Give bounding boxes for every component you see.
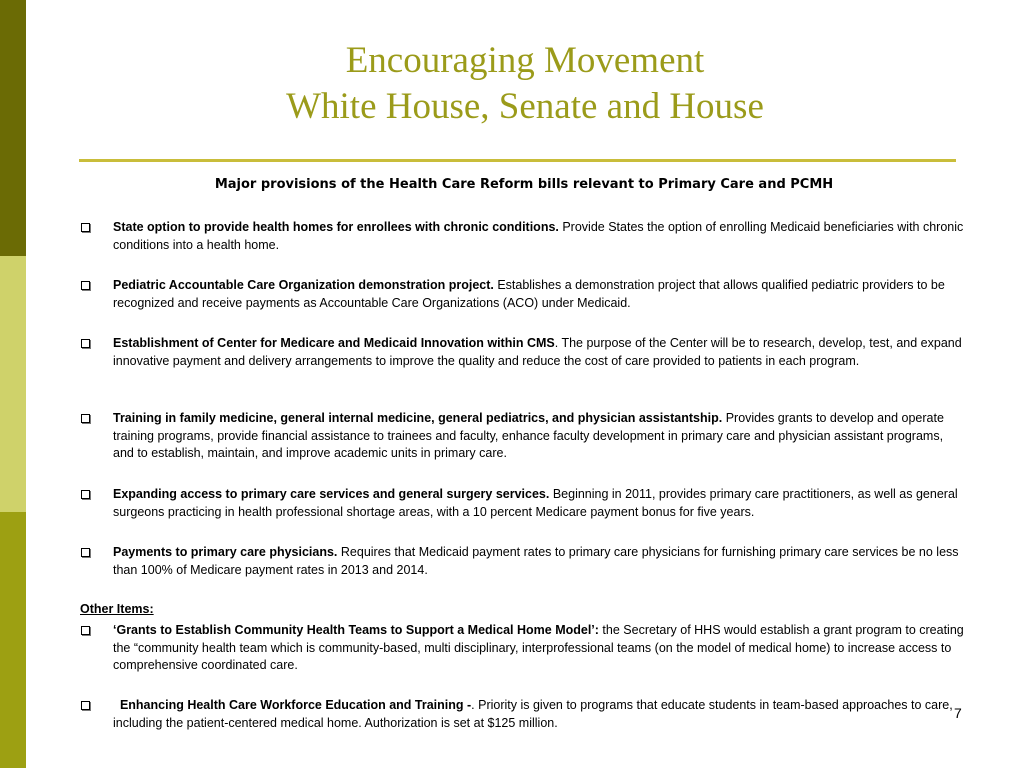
sidebar-decoration [0, 0, 26, 768]
sidebar-band-top [0, 0, 26, 256]
list-item [80, 544, 964, 579]
title-divider [79, 159, 956, 162]
square-bullet-icon [81, 281, 90, 290]
list-item-heading: Training in family medicine, general internal medicine, general pediatrics, and physician assistantship. [113, 411, 723, 425]
title-line-1: Encouraging Movement [345, 40, 705, 81]
list-item-heading: Enhancing Health Care Workforce Education and Training - [113, 698, 472, 712]
list-item [80, 410, 964, 463]
list-item-text [113, 697, 964, 732]
list-item-text [113, 410, 964, 463]
list-item [80, 486, 964, 521]
list-item-body: Beginning in 2011, provides primary care practitioners, as well as general surgeons practicing in health professional shortage areas, with a 10 percent Medicare payment bonus for five years. [113, 487, 958, 519]
list-item-body: the Secretary of HHS would establish a grant program to creating the “community health team which is community-based, multi disciplinary, interprofessional teams (on the model of medical home) to increase access to comprehensive coordinated care. [113, 623, 964, 672]
list-item-text [113, 335, 964, 370]
square-bullet-icon [81, 626, 90, 635]
list-item [80, 277, 964, 312]
list-item [80, 335, 964, 370]
list-item-heading: Establishment of Center for Medicare and Medicaid Innovation within CMS [113, 336, 555, 350]
square-bullet-icon [81, 414, 90, 423]
slide-subtitle: Major provisions of the Health Care Reform bills relevant to Primary Care and PCMH [214, 177, 834, 192]
list-item-text [113, 486, 964, 521]
slide-title [26, 38, 1024, 130]
square-bullet-icon [81, 701, 90, 710]
list-item-heading: Pediatric Accountable Care Organization demonstration project. [113, 278, 494, 292]
list-item [80, 622, 964, 675]
list-item-body: . Priority is given to programs that educate students in team-based approaches to care, including the patient-centered medical home. Authorization is set at $125 million. [113, 698, 953, 730]
list-item-text [113, 219, 964, 254]
square-bullet-icon [81, 548, 90, 557]
list-item-text [113, 622, 964, 675]
other-items-heading: Other Items: [80, 602, 154, 616]
list-item-text [113, 277, 964, 312]
square-bullet-icon [81, 339, 90, 348]
title-line-2: White House, Senate and House [286, 86, 764, 127]
square-bullet-icon [81, 490, 90, 499]
list-item-heading: State option to provide health homes for enrollees with chronic conditions. [113, 220, 559, 234]
list-item-body: Provides grants to develop and operate training programs, provide financial assistance to trainees and faculty, enhance faculty development in primary care and physician assistant programs, and to establish, maintain, and improve academic units in primary care. [113, 411, 944, 460]
list-item [80, 219, 964, 254]
sidebar-band-bottom [0, 512, 26, 768]
list-item-heading: Payments to primary care physicians. [113, 545, 338, 559]
square-bullet-icon [81, 223, 90, 232]
list-item-heading: ‘Grants to Establish Community Health Teams to Support a Medical Home Model’: [113, 623, 599, 637]
list-item-body: Requires that Medicaid payment rates to primary care physicians for furnishing primary care services be no less than 100% of Medicare payment rates in 2013 and 2014. [113, 545, 959, 577]
list-item-body: Provide States the option of enrolling Medicaid beneficiaries with chronic conditions into a health home. [113, 220, 964, 252]
sidebar-band-middle [0, 256, 26, 512]
list-item-heading: Expanding access to primary care services and general surgery services. [113, 487, 550, 501]
page-number: 7 [954, 705, 962, 721]
list-item-text [113, 544, 964, 579]
list-item-body: . The purpose of the Center will be to research, develop, test, and expand innovative payment and delivery arrangements to improve the quality and reduce the cost of care provided to patients in each program. [113, 336, 962, 368]
list-item-body: Establishes a demonstration project that allows qualified pediatric providers to be recognized and receive payments as Accountable Care Organizations (ACO) under Medicaid. [113, 278, 945, 310]
list-item [80, 697, 964, 732]
